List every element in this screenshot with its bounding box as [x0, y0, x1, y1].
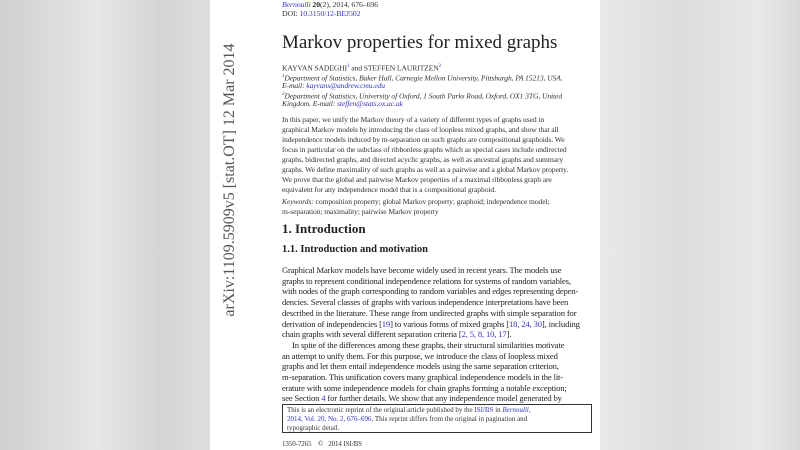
body-line: [282, 393, 562, 404]
body-line: described in the literature. These range from undirected graphs with simple separation for: [282, 307, 577, 318]
body-line: graphs and let them entail independence models using the same separation criterion,: [282, 361, 559, 372]
text: ] to various forms of mixed graphs [: [390, 318, 510, 329]
isi-link[interactable]: ISI/BS: [474, 406, 494, 414]
text: ].: [506, 329, 512, 340]
body-line: [282, 329, 511, 340]
author-and: and: [351, 63, 362, 73]
body-line: graphs to represent conditional independence relations for systems of random variables,: [282, 275, 571, 286]
keywords-label: Keywords:: [282, 197, 314, 206]
email-label: E-mail:: [282, 81, 305, 90]
text: in: [493, 406, 503, 414]
author-1-sup[interactable]: 1: [347, 64, 350, 69]
footer: [282, 439, 362, 449]
body-line: Graphical Markov models have become widely used in recent years. The models use: [282, 265, 562, 275]
text: see Section: [282, 393, 322, 404]
doi-label: DOI:: [282, 9, 298, 18]
section-heading: 1. Introduction: [282, 221, 366, 236]
citation-link[interactable]: 18, 24, 30: [509, 318, 542, 329]
abstract-line: graphical Markov models by introducing the class of loopless mixed graphs, and show that all: [282, 125, 559, 134]
author-2: STEFFEN LAURITZEN: [363, 63, 439, 73]
citation-link[interactable]: 2, 5, 8, 10, 17: [461, 329, 507, 340]
affiliation-2-email: [282, 99, 403, 109]
article-link[interactable]: 2014, Vol. 20, No. 2, 676–696: [287, 415, 372, 423]
abstract-line: graphs. We define maximality of such graphs as well as a pairwise and a global Markov property.: [282, 165, 569, 174]
keywords-line-2: m-separation; maximality; pairwise Markov property: [282, 207, 439, 216]
abstract-line: We prove that the global and pairwise Markov properties of a maximal ribbonless graph are: [282, 175, 552, 184]
section-link[interactable]: 4: [321, 393, 326, 404]
text: for further details. We show that any independence model generated by: [325, 393, 562, 404]
author-2-sup[interactable]: 2: [438, 64, 442, 69]
journal-link[interactable]: Bernoulli: [282, 0, 311, 9]
abstract-line: graphs, bidirected graphs, and directed acyclic graphs, as well as ancestral graphs and summary: [282, 155, 564, 164]
doi-line: [282, 9, 360, 19]
body-line: an attempt to unify them. For this purpose, we introduce the class of loopless mixed: [282, 350, 558, 361]
aff1-sup: 1: [282, 74, 285, 79]
keywords: [282, 197, 550, 207]
body-line: [282, 319, 580, 330]
body-line: m-separation. This unification covers many graphical independence models in the lit-: [282, 372, 564, 382]
body-line: with nodes of the graph corresponding to random variables and edges representing depen-: [282, 286, 579, 297]
abstract-line: In this paper, we unify the Markov theory of a variety of different types of graphs used in: [282, 115, 545, 124]
reprint-notice: [282, 404, 592, 433]
arxiv-stamp: arXiv:1109.5909v5 [stat.OT] 12 Mar 2014: [221, 43, 238, 317]
issue-pages: (2), 2014, 676–696: [320, 0, 379, 9]
subsection-heading: 1.1. Introduction and motivation: [282, 244, 428, 255]
volume: 20: [312, 0, 321, 9]
text: derivation of independencies [: [282, 318, 382, 329]
text: chain graphs with several different separation criteria [: [282, 329, 462, 340]
paper-title: Markov properties for mixed graphs: [282, 32, 558, 53]
doi-link[interactable]: 10.3150/12-BEJ502: [299, 9, 361, 18]
citation-link[interactable]: 19: [381, 318, 391, 329]
abstract-line: independence models induced by m-separation on such graphs are compositional graphoids. We: [282, 135, 565, 144]
text: . This reprint differs from the original in pagination and: [371, 415, 528, 423]
aff2-text-2: Kingdom. E-mail:: [282, 99, 336, 108]
email-link-1[interactable]: kayvans@andrew.cmu.edu: [306, 81, 385, 90]
aff1-text: Department of Statistics, Baker Hall, Carnegie Mellon University, Pittsburgh, PA 15213, USA.: [284, 73, 563, 83]
abstract-line: equivalent for any independence model that is a compositional graphoid.: [282, 185, 496, 194]
background-right: [600, 0, 800, 450]
text: typographic detail.: [287, 424, 340, 432]
author-1: KAYVAN SADEGHI: [282, 63, 348, 73]
aff2-text: Department of Statistics, University of Oxford, 1 South Parks Road, Oxford, OX1 3TG, United: [284, 91, 563, 101]
text: ], including: [541, 318, 580, 329]
body-line: erature with some independence models for chain graphs forming a notable exception;: [282, 382, 567, 393]
issn: 1350-7265: [282, 440, 312, 448]
email-link-2[interactable]: steffen@stats.ox.ac.uk: [337, 99, 403, 108]
keywords-line-1: composition property; global Markov property; graphoid; independence model;: [315, 197, 550, 206]
pdf-page: [210, 0, 600, 450]
aff2-sup: 2: [282, 92, 285, 97]
copyright-symbol: ©: [318, 440, 324, 448]
copyright-text: 2014 ISI/BS: [328, 440, 362, 448]
body-line: In spite of the differences among these graphs, their structural similarities motivate: [292, 339, 565, 350]
text: This is an electronic reprint of the original article published by the: [287, 406, 475, 414]
abstract-line: focus in particular on the subclass of ribbonless graphs which as special cases include undirected: [282, 145, 567, 154]
body-line: dencies. Several classes of graphs with various independence interpretations have been: [282, 297, 569, 308]
journal-link[interactable]: Bernoulli,: [502, 406, 531, 414]
